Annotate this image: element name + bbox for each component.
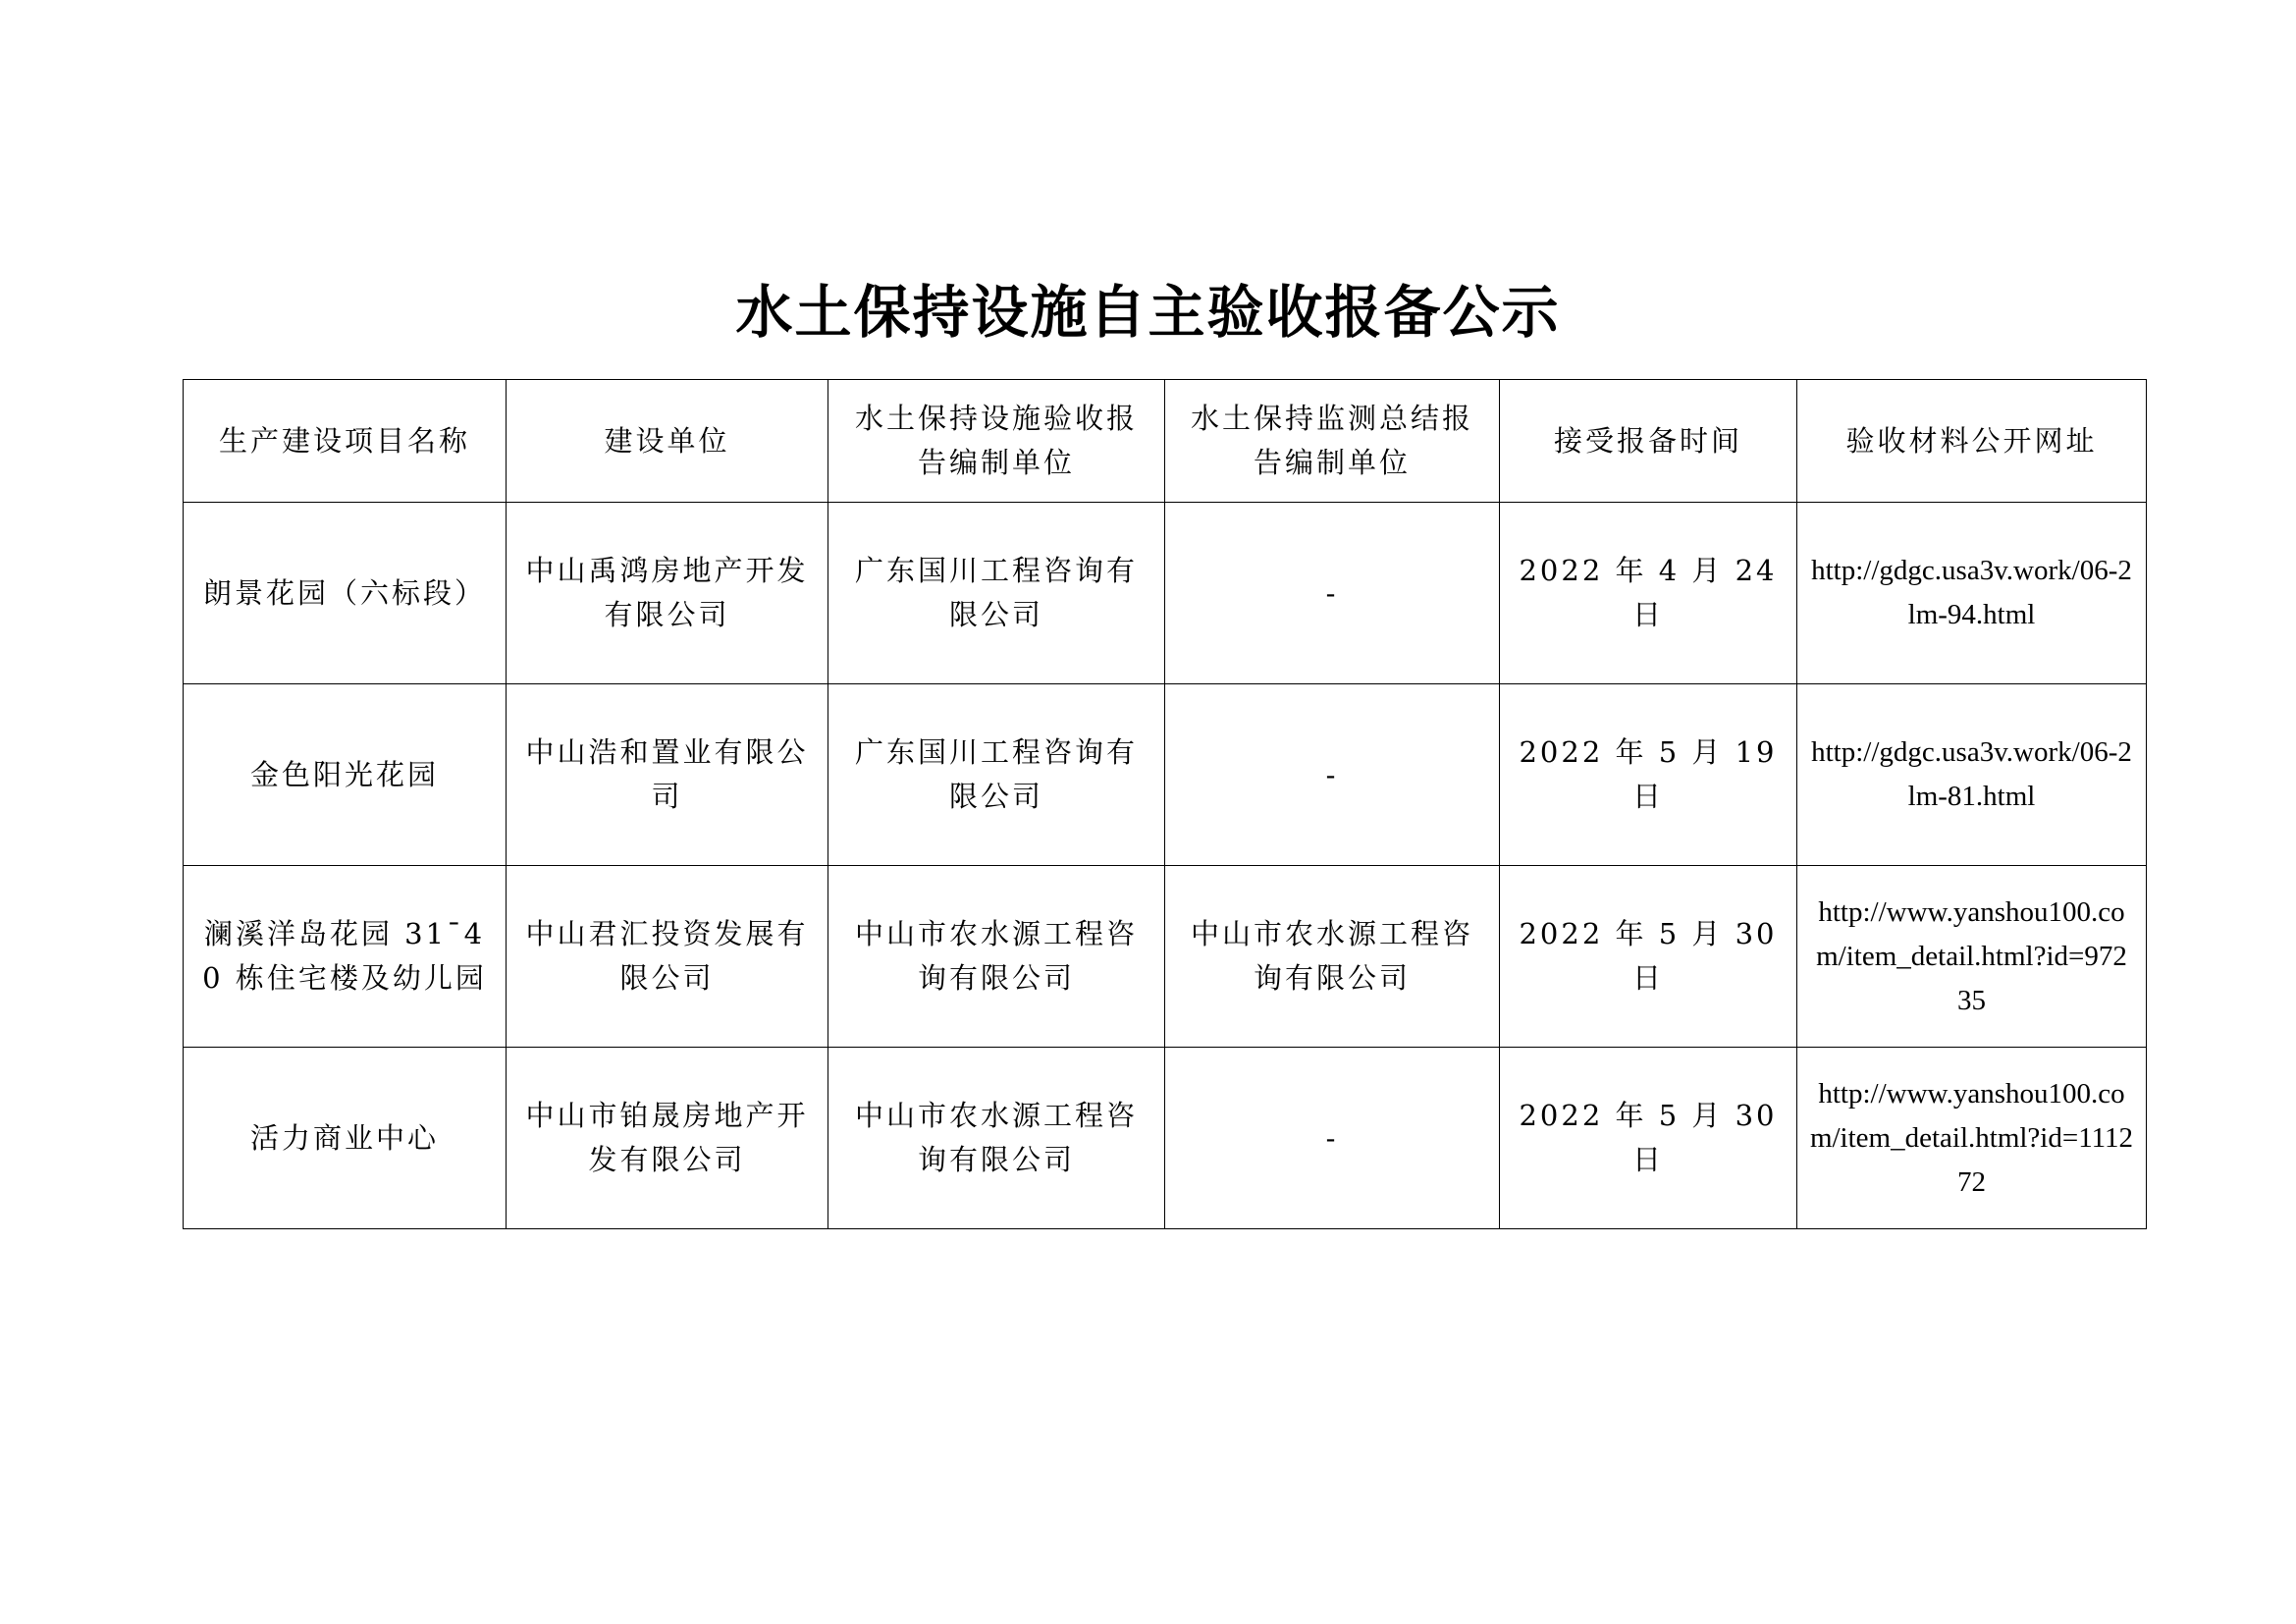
header-url: 验收材料公开网址 xyxy=(1797,380,2147,503)
cell-acceptance-report-unit: 中山市农水源工程咨询有限公司 xyxy=(828,866,1165,1048)
cell-filing-date: 2022 年 5 月 30 日 xyxy=(1500,1048,1797,1229)
cell-project-name: 活力商业中心 xyxy=(184,1048,507,1229)
cell-url xyxy=(1797,866,2147,1048)
cell-monitoring-report-unit: - xyxy=(1165,1048,1500,1229)
cell-acceptance-report-unit: 广东国川工程咨询有限公司 xyxy=(828,503,1165,684)
cell-filing-date: 2022 年 5 月 30 日 xyxy=(1500,866,1797,1048)
cell-construction-unit: 中山浩和置业有限公司 xyxy=(507,684,828,866)
material-url-link[interactable]: http://www.yanshou100.com/item_detail.html?id=111272 xyxy=(1809,1077,2134,1198)
cell-project-name: 澜溪洋岛花园 31¯40 栋住宅楼及幼儿园 xyxy=(184,866,507,1048)
cell-project-name: 金色阳光花园 xyxy=(184,684,507,866)
header-monitoring-report-unit: 水土保持监测总结报告编制单位 xyxy=(1165,380,1500,503)
header-construction-unit: 建设单位 xyxy=(507,380,828,503)
cell-url xyxy=(1797,503,2147,684)
cell-acceptance-report-unit: 中山市农水源工程咨询有限公司 xyxy=(828,1048,1165,1229)
cell-monitoring-report-unit: - xyxy=(1165,503,1500,684)
cell-filing-date: 2022 年 4 月 24 日 xyxy=(1500,503,1797,684)
cell-acceptance-report-unit: 广东国川工程咨询有限公司 xyxy=(828,684,1165,866)
cell-url xyxy=(1797,1048,2147,1229)
cell-monitoring-report-unit: - xyxy=(1165,684,1500,866)
cell-project-name: 朗景花园（六标段） xyxy=(184,503,507,684)
cell-construction-unit: 中山禹鸿房地产开发有限公司 xyxy=(507,503,828,684)
cell-url xyxy=(1797,684,2147,866)
table-row xyxy=(184,1048,2147,1229)
table-header-row xyxy=(184,380,2147,503)
cell-construction-unit: 中山君汇投资发展有限公司 xyxy=(507,866,828,1048)
table-row xyxy=(184,684,2147,866)
header-acceptance-report-unit: 水土保持设施验收报告编制单位 xyxy=(828,380,1165,503)
header-filing-date: 接受报备时间 xyxy=(1500,380,1797,503)
material-url-link[interactable]: http://www.yanshou100.com/item_detail.html?id=97235 xyxy=(1816,895,2127,1016)
header-project-name: 生产建设项目名称 xyxy=(184,380,507,503)
cell-construction-unit: 中山市铂晟房地产开发有限公司 xyxy=(507,1048,828,1229)
cell-monitoring-report-unit: 中山市农水源工程咨询有限公司 xyxy=(1165,866,1500,1048)
material-url-link[interactable]: http://gdgc.usa3v.work/06-2lm-81.html xyxy=(1811,736,2132,812)
filing-table xyxy=(183,379,2147,1229)
table-row xyxy=(184,503,2147,684)
material-url-link[interactable]: http://gdgc.usa3v.work/06-2lm-94.html xyxy=(1811,555,2132,630)
table-row xyxy=(184,866,2147,1048)
page-title: 水土保持设施自主验收报备公示 xyxy=(735,279,1561,346)
cell-filing-date: 2022 年 5 月 19 日 xyxy=(1500,684,1797,866)
